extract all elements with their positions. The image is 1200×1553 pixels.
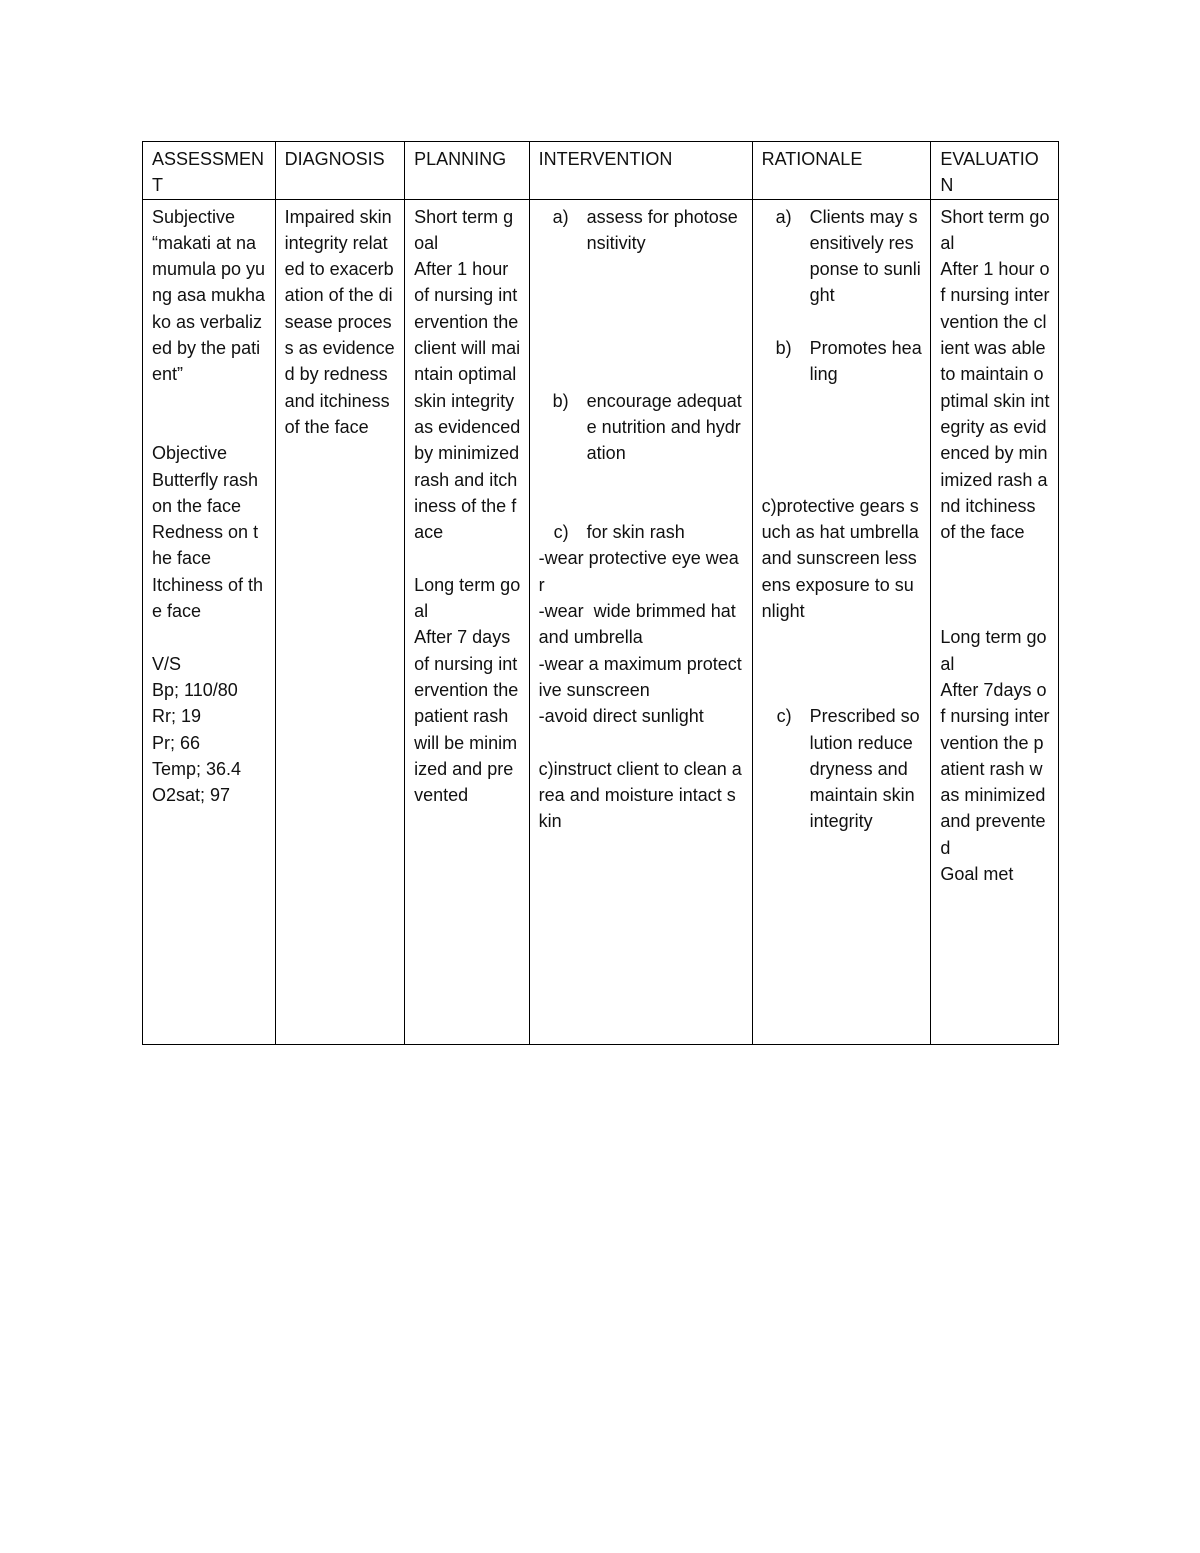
list-marker: c) (776, 706, 792, 727)
list-item: -wear wide brimmed hat and umbrella (538, 601, 741, 648)
list-item: -wear protective eye wear (538, 548, 739, 595)
vital-sign: Bp; 110/80 (152, 679, 238, 700)
intervention-cell (529, 199, 752, 1044)
assessment-cell (143, 199, 276, 1044)
intervention-text: c)instruct client to clean area and moisture intact skin (538, 758, 742, 832)
intervention-item-c (539, 519, 744, 545)
subjective-text: “makati at namumula po yung asa mukha ko as verbalized by the patient” (152, 232, 271, 385)
objective-label: Objective (152, 443, 228, 464)
list-marker: a) (552, 206, 569, 227)
short-term-goal-text: After 1 hour of nursing intervention the client was able to maintain optimal skin integrity as evidenced by minimized rash and itchiness of the face (940, 259, 1051, 543)
rationale-cell (752, 199, 931, 1044)
rationale-text: Clients may sensitively response to sunlight (809, 206, 921, 306)
diagnosis-text: Impaired skin integrity related to exacerbation of the disease process as evidenced by redness and itchiness of the face (284, 206, 397, 437)
list-marker: b) (775, 338, 792, 359)
vital-sign: Pr; 66 (152, 732, 201, 753)
rationale-item-a (762, 204, 923, 309)
intervention-item-b (539, 388, 744, 467)
header-rationale: RATIONALE (752, 142, 931, 200)
list-marker: b) (552, 390, 569, 411)
rationale-text: Promotes healing (809, 338, 922, 385)
long-term-goal-text: After 7days of nursing intervention the patient rash was minimized and prevented (940, 679, 1051, 858)
rationale-text: Prescribed solution reduce dryness and maintain skin integrity (809, 706, 920, 832)
list-marker: a) (775, 206, 792, 227)
objective-item: Redness on the face (152, 522, 259, 569)
evaluation-cell (931, 199, 1059, 1044)
table-header-row (143, 142, 1059, 200)
objective-item: Itchiness of the face (152, 574, 264, 622)
vitals-label: V/S (152, 653, 182, 674)
list-item: -wear a maximum protective sunscreen (538, 653, 742, 700)
objective-item: Butterfly rash on the face (152, 469, 264, 516)
subjective-label: Subjective (152, 206, 236, 227)
planning-cell (405, 199, 530, 1044)
list-item: -avoid direct sunlight (538, 706, 704, 727)
list-marker: c) (553, 522, 569, 543)
diagnosis-cell (275, 199, 405, 1044)
intervention-text: assess for photosensitivity (586, 206, 738, 253)
intervention-text: encourage adequate nutrition and hydration (586, 390, 742, 464)
intervention-item-a (539, 204, 744, 257)
rationale-text: c)protective gears such as hat umbrella and sunscreen lessens exposure to sunlight (761, 495, 924, 622)
vital-sign: Temp; 36.4 (152, 758, 242, 779)
nursing-care-plan-table (142, 141, 1059, 1045)
vital-sign: O2sat; 97 (152, 785, 231, 806)
header-assessment: ASSESSMENT (143, 142, 276, 200)
short-term-goal-text: After 1 hour of nursing intervention the client will maintain optimal skin integrity as evidenced by minimized rash and itchiness of the face (414, 259, 526, 543)
intervention-text: for skin rash (586, 522, 685, 543)
rationale-item-b (762, 335, 923, 388)
long-term-goal-text: After 7 days of nursing intervention the patient rash will be minimized and prevented (414, 627, 524, 806)
vital-sign: Rr; 19 (152, 706, 202, 727)
long-term-goal-label: Long term goal (940, 627, 1047, 674)
table-row (143, 199, 1059, 1044)
rationale-item-c (762, 703, 923, 834)
header-planning: PLANNING (405, 142, 530, 200)
header-diagnosis: DIAGNOSIS (275, 142, 405, 200)
header-intervention: INTERVENTION (529, 142, 752, 200)
header-evaluation: EVALUATION (931, 142, 1059, 200)
short-term-goal-label: Short term goal (940, 206, 1050, 253)
goal-met-text: Goal met (940, 864, 1014, 885)
long-term-goal-label: Long term goal (414, 574, 521, 622)
short-term-goal-label: Short term goal (414, 206, 514, 253)
